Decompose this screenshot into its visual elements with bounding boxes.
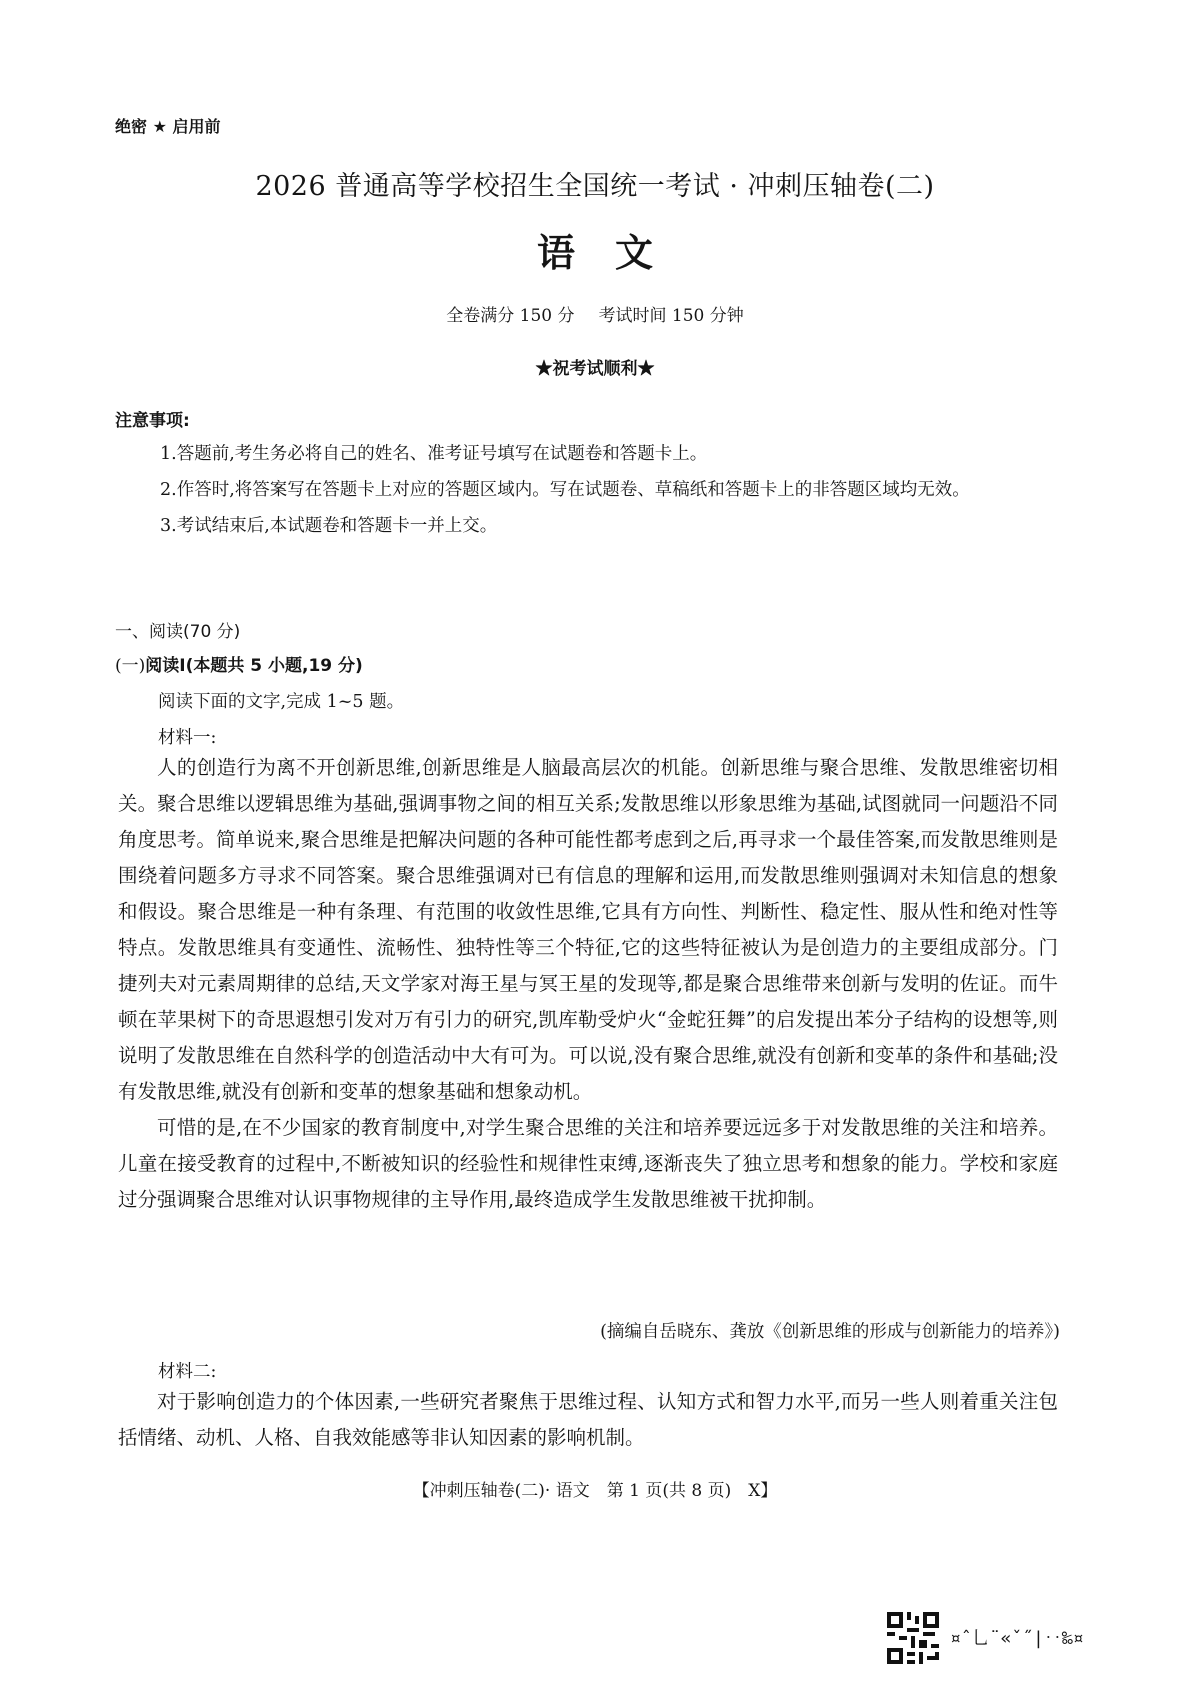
subsection-prefix: (一)	[115, 656, 146, 676]
material-one-label: 材料一:	[158, 728, 217, 748]
page-footer: 【冲刺压轴卷(二)· 语文 第 1 页(共 8 页) X】	[412, 1481, 778, 1501]
subsection-label: 阅读Ⅰ(本题共 5 小题,19 分)	[145, 656, 363, 676]
good-luck-line: ★祝考试顺利★	[535, 359, 655, 379]
material-one-source: (摘编自岳晓东、龚放《创新思维的形成与创新能力的培养》)	[600, 1322, 1060, 1342]
qr-code-icon	[887, 1612, 939, 1664]
full-score: 全卷满分 150 分	[446, 306, 575, 326]
notice-item: 1.答题前,考生务必将自己的姓名、准考证号填写在试题卷和答题卡上。	[160, 444, 708, 464]
paragraph: 可惜的是,在不少国家的教育制度中,对学生聚合思维的关注和培养要远远多于对发散思维的关注和培养。儿童在接受教育的过程中,不断被知识的经验性和规律性束缚,逐渐丧失了独立思考和想象的能力。学校和家庭过分强调聚合思维对认识事物规律的主导作用,最终造成学生发散思维被干扰抑制。	[118, 1116, 1058, 1211]
material-one-body	[118, 750, 1058, 1218]
exam-meta	[0, 301, 1190, 326]
exam-duration: 考试时间 150 分钟	[598, 306, 744, 326]
section-title: 一、阅读(70 分)	[115, 622, 241, 642]
confidential-label: 绝密 ★ 启用前	[115, 117, 221, 136]
subsection-title	[115, 651, 363, 676]
notice-list	[160, 436, 1060, 544]
paragraph: 对于影响创造力的个体因素,一些研究者聚焦于思维过程、认知方式和智力水平,而另一些人则着重关注包括情绪、动机、人格、自我效能感等非认知因素的影响机制。	[118, 1390, 1058, 1449]
reading-instruction: 阅读下面的文字,完成 1~5 题。	[158, 692, 405, 712]
material-two-body	[118, 1384, 1058, 1456]
notice-heading: 注意事项:	[115, 411, 190, 431]
paragraph: 人的创造行为离不开创新思维,创新思维是人脑最高层次的机能。创新思维与聚合思维、发散思维密切相关。聚合思维以逻辑思维为基础,强调事物之间的相互关系;发散思维以形象思维为基础,试图就同一问题沿不同角度思考。简单说来,聚合思维是把解决问题的各种可能性都考虑到之后,再寻求一个最佳答案,而发散思维则是围绕着问题多方寻求不同答案。聚合思维强调对已有信息的理解和运用,而发散思维则强调对未知信息的想象和假设。聚合思维是一种有条理、有范围的收敛性思维,它具有方向性、判断性、稳定性、服从性和绝对性等特点。发散思维具有变通性、流畅性、独特性等三个特征,它的这些特征被认为是创造力的主要组成部分。门捷列夫对元素周期律的总结,天文学家对海王星与冥王星的发现等,都是聚合思维带来创新与发明的佐证。而牛顿在苹果树下的奇思遐想引发对万有引力的研究,凯库勒受炉火“金蛇狂舞”的启发提出苯分子结构的设想等,则说明了发散思维在自然科学的创造活动中大有可为。可以说,没有聚合思维,就没有创新和变革的条件和基础;没有发散思维,就没有创新和变革的想象基础和想象动机。	[118, 756, 1058, 1103]
exam-title: 2026 普通高等学校招生全国统一考试 · 冲刺压轴卷(二)	[255, 171, 935, 202]
subject-title: 语文	[536, 231, 693, 275]
notice-item: 3.考试结束后,本试题卷和答题卡一并上交。	[160, 516, 498, 536]
qr-caption: ¤ˆ乚¨«ˇ˝|‥‰¤	[950, 1628, 1084, 1649]
material-two-label: 材料二:	[158, 1362, 217, 1382]
notice-item: 2.作答时,将答案写在答题卡上对应的答题区域内。写在试题卷、草稿纸和答题卡上的非答题区域均无效。	[160, 480, 970, 500]
